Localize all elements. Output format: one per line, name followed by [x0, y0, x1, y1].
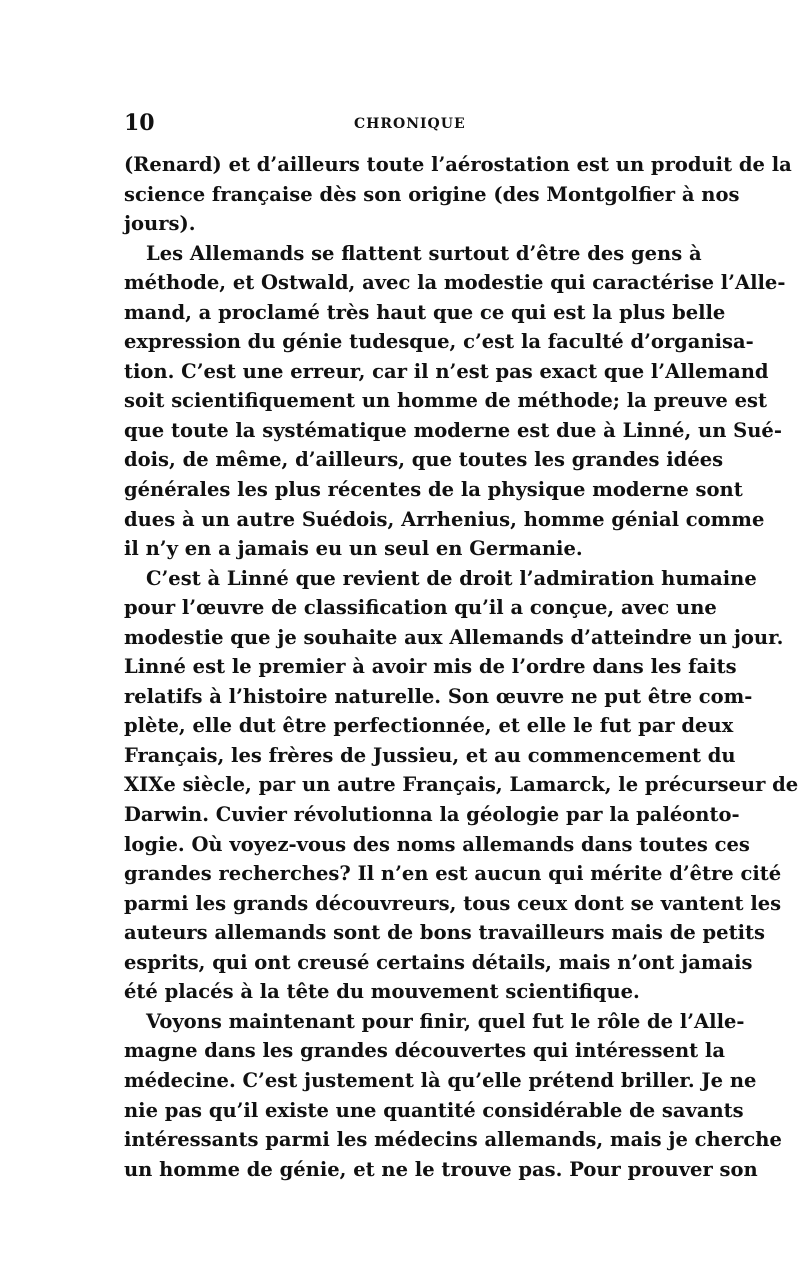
text-line: expression du génie tudesque, c’est la faculté d’organisa- [124, 330, 754, 354]
page-number: 10 [124, 110, 155, 136]
text-line: il n’y en a jamais eu un seul en Germanie. [124, 537, 583, 561]
text-line: (Renard) et d’ailleurs toute l’aérostation est un produit de la [124, 153, 792, 176]
text-line: modestie que je souhaite aux Allemands d’atteindre un jour. [124, 625, 784, 649]
text-line: nie pas qu’il existe une quantité considérable de savants [124, 1098, 744, 1122]
text-line: été placés à la tête du mouvement scientifique. [124, 980, 640, 1004]
text-line: XIXe siècle, par un autre Français, Lamarck, le précurseur de [124, 773, 799, 797]
text-line: logie. Où voyez-vous des noms allemands dans toutes ces [124, 832, 750, 856]
running-head [124, 108, 674, 138]
paragraph-start-line: Les Allemands se flattent surtout d’être des gens à [146, 241, 702, 265]
text-line: grandes recherches? Il n’en est aucun qui mérite d’être cité [124, 862, 782, 886]
text-line: intéressants parmi les médecins allemands, mais je cherche [124, 1128, 782, 1152]
text-line: générales les plus récentes de la physique moderne sont [124, 478, 743, 502]
paragraph-start-line: Voyons maintenant pour finir, quel fut le rôle de l’Alle- [146, 1009, 745, 1033]
text-line: parmi les grands découvreurs, tous ceux dont se vantent les [124, 891, 782, 915]
body-text [124, 150, 799, 1184]
paragraph-start-line: C’est à Linné que revient de droit l’admiration humaine [146, 566, 757, 590]
text-line: dois, de même, d’ailleurs, que toutes les grandes idées [124, 448, 724, 472]
text-line: Darwin. Cuvier révolutionna la géologie par la paléonto- [124, 803, 740, 827]
text-line: méthode, et Ostwald, avec la modestie qui caractérise l’Alle- [124, 271, 786, 295]
text-line: esprits, qui ont creusé certains détails, mais n’ont jamais [124, 950, 753, 974]
text-line: dues à un autre Suédois, Arrhenius, homme génial comme [124, 507, 765, 531]
running-title: CHRONIQUE [354, 116, 466, 132]
text-line: plète, elle dut être perfectionnée, et elle le fut par deux [124, 714, 734, 738]
text-line: que toute la systématique moderne est due à Linné, un Sué- [124, 418, 782, 442]
text-line: pour l’œuvre de classification qu’il a conçue, avec une [124, 596, 717, 620]
text-line: science française dès son origine (des Montgolfier à nos [124, 182, 740, 206]
text-line: soit scientifiquement un homme de méthode; la preuve est [124, 389, 767, 413]
text-line: Linné est le premier à avoir mis de l’ordre dans les faits [124, 655, 737, 679]
text-line: médecine. C’est justement là qu’elle prétend briller. Je ne [124, 1068, 757, 1092]
text-line: mand, a proclamé très haut que ce qui est la plus belle [124, 300, 726, 324]
text-line: tion. C’est une erreur, car il n’est pas exact que l’Allemand [124, 359, 769, 383]
text-line: auteurs allemands sont de bons travailleurs mais de petits [124, 921, 765, 945]
text-line: magne dans les grandes découvertes qui intéressent la [124, 1039, 725, 1063]
text-line: Français, les frères de Jussieu, et au commencement du [124, 743, 736, 767]
text-line: un homme de génie, et ne le trouve pas. Pour prouver son [124, 1157, 758, 1181]
text-line: jours). [124, 212, 196, 236]
text-line: relatifs à l’histoire naturelle. Son œuvre ne put être com- [124, 684, 753, 708]
